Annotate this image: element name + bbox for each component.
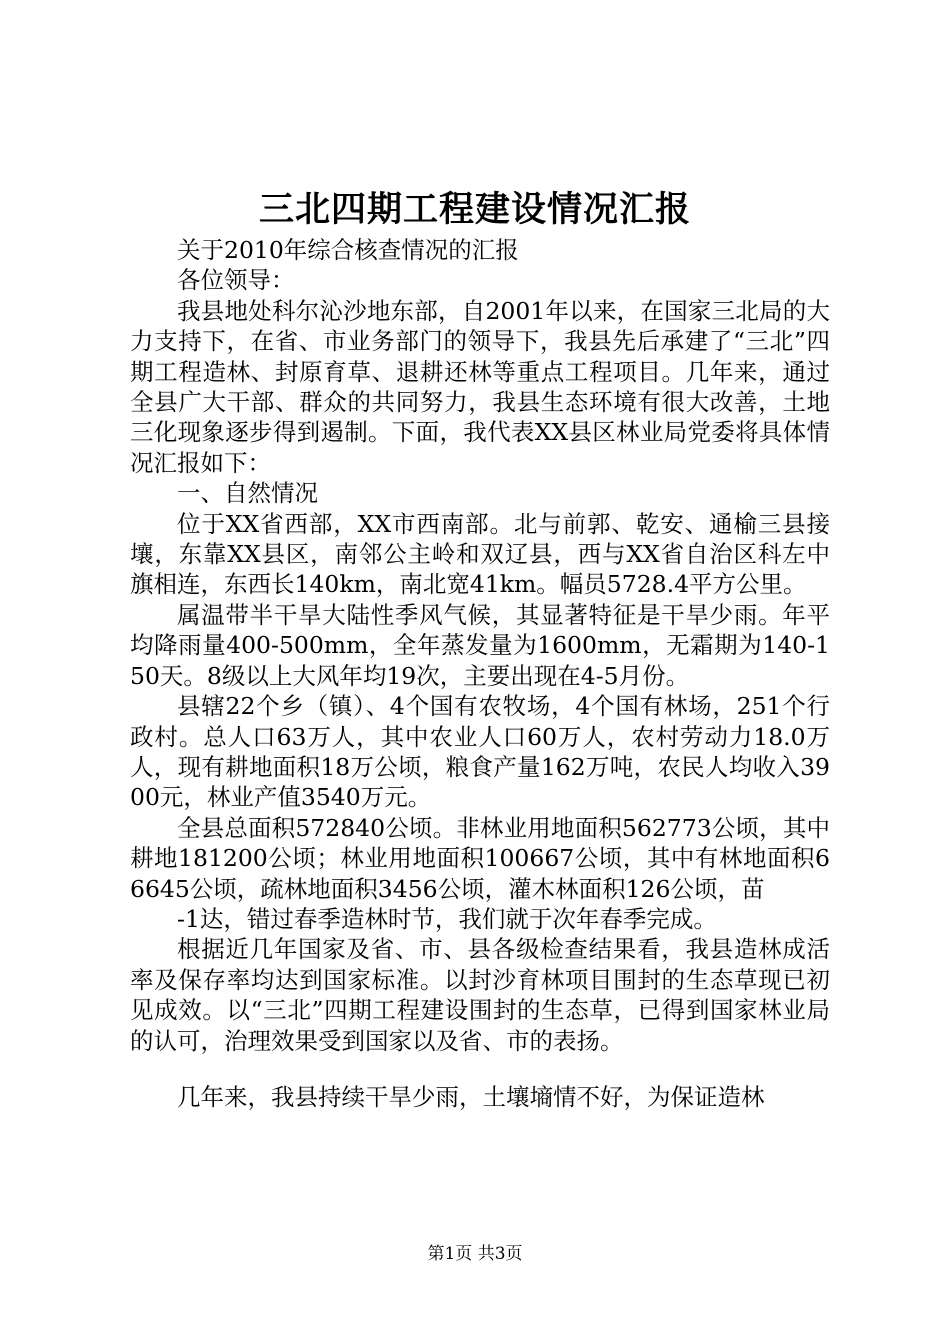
page-footer: 第1页 共3页 <box>427 1244 523 1264</box>
paragraph-salutation: 各位领导： <box>177 266 295 295</box>
paragraph-subtitle: 关于2010年综合核查情况的汇报 <box>177 236 519 264</box>
paragraph-climate: 属温带半干旱大陆性季风气候，其显著特征是干旱少雨。年平均降雨量400-500mm，全年蒸发量为1600mm，无霜期为140-150天。8级以上大风年均19次，主要出现在4-5月份。 <box>130 600 830 690</box>
paragraph-fragment: -1达，错过春季造林时节，我们就于次年春季完成。 <box>177 904 717 933</box>
document-title: 三北四期工程建设情况汇报 <box>258 189 691 230</box>
document-body <box>130 235 830 1112</box>
section-heading-natural: 一、自然情况 <box>177 479 318 508</box>
paragraph-drought: 几年来，我县持续干旱少雨，土壤墒情不好，为保证造林 <box>177 1082 765 1111</box>
paragraph-population: 县辖22个乡（镇）、4个国有农牧场，4个国有林场，251个行政村。总人口63万人，其中农业人口60万人，农村劳动力18.0万人，现有耕地面积18万公顷，粮食产量162万吨，农民人均收入3900元，林业产值3540万元。 <box>130 692 830 812</box>
paragraph-location: 位于XX省西部，XX市西南部。北与前郭、乾安、通榆三县接壤，东靠XX县区，南邻公主岭和双辽县，西与XX省自治区科左中旗相连，东西长140km，南北宽41km。幅员5728.4平方公里。 <box>130 509 830 599</box>
paragraph-area: 全县总面积572840公顷。非林业用地面积562773公顷，其中耕地181200公顷；林业用地面积100667公顷，其中有林地面积66645公顷，疏林地面积3456公顷，灌木林面积126公顷，苗 <box>130 813 830 903</box>
paragraph-inspection: 根据近几年国家及省、市、县各级检查结果看，我县造林成活率及保存率均达到国家标准。以封沙育林项目围封的生态草现已初见成效。以“三北”四期工程建设围封的生态草，已得到国家林业局的认可，治理效果受到国家以及省、市的表扬。 <box>130 935 830 1055</box>
paragraph-intro: 我县地处科尔沁沙地东部，自2001年以来，在国家三北局的大力支持下，在省、市业务部门的领导下，我县先后承建了“三北”四期工程造林、封原育草、退耕还林等重点工程项目。几年来，通过全县广大干部、群众的共同努力，我县生态环境有很大改善，土地三化现象逐步得到遏制。下面，我代表XX县区林业局党委将具体情况汇报如下： <box>130 296 830 477</box>
